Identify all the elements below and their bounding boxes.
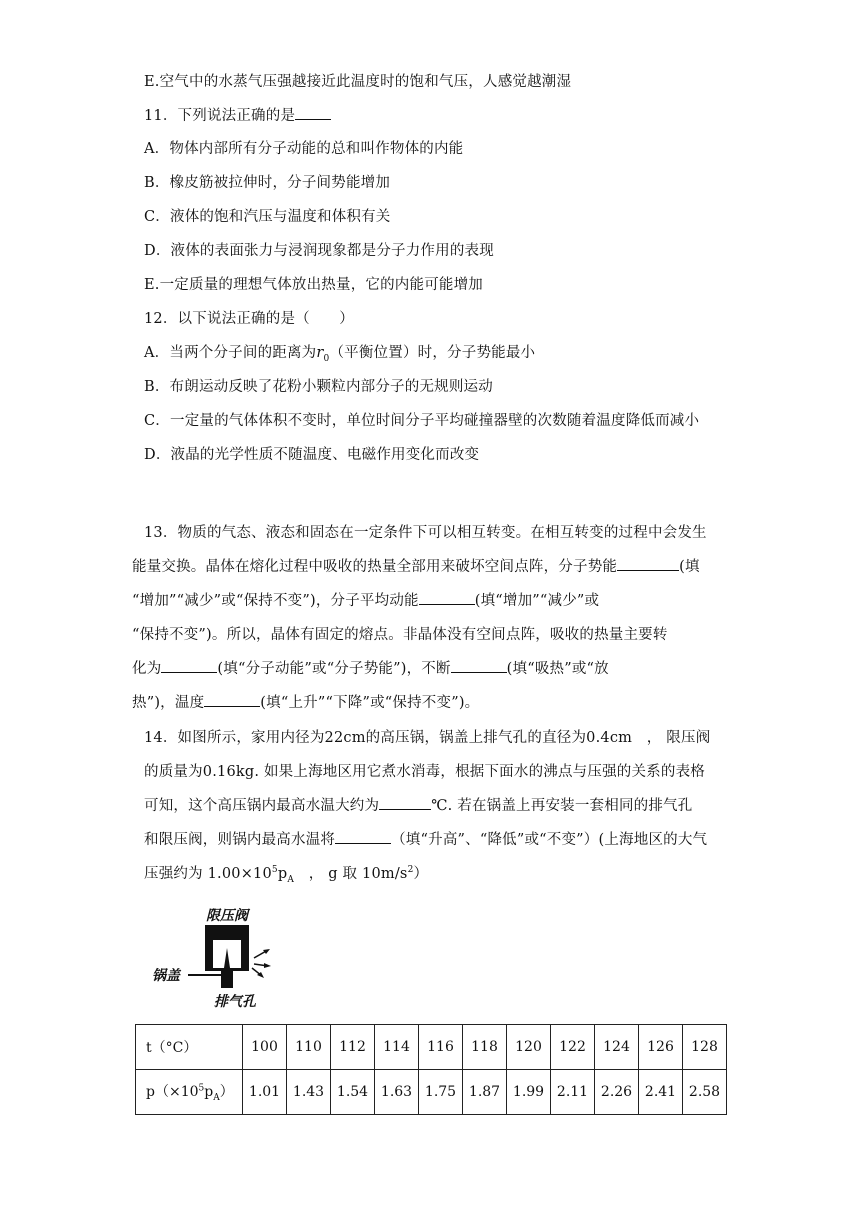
table-cell: 128: [683, 1025, 727, 1070]
table-cell: 116: [419, 1025, 463, 1070]
q14-line-2: 的质量为0.16kg. 如果上海地区用它煮水消毒，根据下面水的沸点与压强的关系的表格: [144, 764, 705, 780]
table-cell: 1.54: [331, 1070, 375, 1115]
lid-label: 锅盖: [152, 968, 180, 984]
table-cell: 2.58: [683, 1070, 727, 1115]
table-cell: 118: [463, 1025, 507, 1070]
pressure-header-p: p: [204, 1084, 214, 1101]
q14-line-1: 14．如图所示，家用内径为22cm的高压锅，锅盖上排气孔的直径为0.4cm ， 限压阀: [144, 730, 711, 746]
table-cell: 112: [331, 1025, 375, 1070]
q11-option-b: B．橡皮筋被拉伸时，分子间势能增加: [144, 175, 391, 191]
table-cell: 126: [639, 1025, 683, 1070]
q13-line-3-text: “增加”“减少”或“保持不变”)，分子平均动能: [132, 593, 419, 609]
q12-option-a-pre: A．当两个分子间的距离为: [144, 345, 317, 361]
q14-line-5: [144, 862, 428, 885]
table-cell: 100: [243, 1025, 287, 1070]
pressure-text: 压强约为 1.00×10: [144, 866, 272, 882]
q12-option-a-post: （平衡位置）时，分子势能最小: [329, 345, 536, 361]
q14-line-4-text: 和限压阀，则锅内最高水温将: [144, 832, 336, 848]
pressure-exponent: 5: [271, 865, 278, 876]
q13-line-4: “保持不变”)。所以，晶体有固定的熔点。非晶体没有空间点阵，吸收的热量主要转: [132, 627, 668, 643]
q11-stem-text: 11．下列说法正确的是: [144, 108, 296, 124]
table-cell: 120: [507, 1025, 551, 1070]
q13-blank-5: [204, 692, 260, 707]
q12-option-d: D．液晶的光学性质不随温度、电磁作用变化而改变: [144, 447, 480, 463]
table-cell: 2.11: [551, 1070, 595, 1115]
line-5-close: ）: [413, 866, 429, 882]
table-row-temperature: [136, 1025, 727, 1070]
q12-stem: 12．以下说法正确的是（ ）: [144, 311, 354, 327]
table-cell: 122: [551, 1025, 595, 1070]
pressure-header: [136, 1070, 243, 1115]
table-cell: 1.63: [375, 1070, 419, 1115]
r0-subscript: 0: [323, 353, 330, 364]
q13-blank-1: [617, 556, 679, 571]
q10-option-e: E.空气中的水蒸气压强越接近此温度时的饱和气压，人感觉越潮湿: [144, 74, 572, 90]
vent-hole-label: 排气孔: [214, 994, 256, 1010]
q12-option-c: C．一定量的气体体积不变时，单位时间分子平均碰撞器壁的次数随着温度降低而减小: [144, 413, 700, 429]
q13-line-3: [132, 589, 599, 610]
q14-line-3-text: 可知，这个高压锅内最高水温大约为: [144, 798, 380, 814]
q13-line-6-tail: (填“上升”“下降”或“保持不变”)。: [260, 695, 480, 711]
table-cell: 110: [287, 1025, 331, 1070]
q13-line-5-mid: (填“分子动能”或“分子势能”)，不断: [217, 661, 451, 677]
q11-option-d: D．液体的表面张力与浸润现象都是分子力作用的表现: [144, 243, 494, 259]
q14-line-4: [144, 828, 707, 849]
pressure-header-exp: 5: [198, 1083, 205, 1094]
table-cell: 114: [375, 1025, 419, 1070]
q12-option-b: B．布朗运动反映了花粉小颗粒内部分子的无规则运动: [144, 379, 493, 395]
valve-diagram: [150, 906, 290, 1012]
gravity-text: ， g 取 10m/s: [294, 866, 408, 882]
q14-line-4-tail: （填“升高”、“降低”或“不变”）(上海地区的大气: [391, 832, 708, 848]
pressure-unit-p: p: [277, 866, 288, 882]
q13-line-3-tail: (填“增加”“减少”或: [474, 593, 600, 609]
pressure-cooker-valve-figure: [150, 906, 290, 1012]
q13-line-2-text: 能量交换。晶体在熔化过程中吸收的热量全部用来破坏空间点阵，分子势能: [132, 559, 618, 575]
q11-stem: [144, 105, 331, 126]
table-cell: 1.99: [507, 1070, 551, 1115]
q11-option-e: E.一定质量的理想气体放出热量，它的内能可能增加: [144, 277, 483, 293]
table-cell: 124: [595, 1025, 639, 1070]
q13-line-6-text: 热”)，温度: [132, 695, 205, 711]
steam-arrowhead-2: [264, 963, 271, 968]
r0-symbol: r: [316, 345, 324, 361]
pressure-header-sub: A: [213, 1092, 220, 1103]
q14-blank-2: [335, 829, 391, 844]
q14-line-3-tail: ℃. 若在锅盖上再安装一套相同的排气孔: [431, 798, 693, 814]
q13-line-5: [132, 657, 609, 678]
boiling-point-table: [135, 1024, 727, 1115]
q14-blank-1: [379, 795, 431, 810]
q11-answer-blank: [295, 105, 331, 120]
table-cell: 1.75: [419, 1070, 463, 1115]
q13-line-2: [132, 555, 700, 576]
q13-line-2-tail: (填: [679, 559, 700, 575]
q14-line-3: [144, 794, 692, 815]
vent-pipe: [221, 968, 233, 988]
pressure-header-text: p（×10: [146, 1084, 199, 1101]
gravity-exponent: 2: [407, 865, 414, 876]
table-cell: 2.26: [595, 1070, 639, 1115]
q13-line-1: 13．物质的气态、液态和固态在一定条件下可以相互转变。在相互转变的过程中会发生: [144, 525, 707, 541]
table-row-pressure: [136, 1070, 727, 1115]
q13-line-6: [132, 691, 479, 712]
q13-blank-4: [451, 658, 507, 673]
table-cell: 1.87: [463, 1070, 507, 1115]
q11-option-a: A．物体内部所有分子动能的总和叫作物体的内能: [144, 141, 464, 157]
q12-option-a: [144, 343, 535, 369]
pressure-unit-sub: A: [287, 874, 295, 885]
table-cell: 1.43: [287, 1070, 331, 1115]
q13-blank-2: [419, 590, 475, 605]
temperature-header: t（°C）: [136, 1025, 243, 1070]
q13-blank-3: [161, 658, 217, 673]
q11-option-c: C．液体的饱和汽压与温度和体积有关: [144, 209, 391, 225]
valve-label: 限压阀: [206, 908, 248, 924]
pressure-header-close: ）: [219, 1084, 234, 1101]
table-cell: 2.41: [639, 1070, 683, 1115]
q13-line-5-text: 化为: [132, 661, 162, 677]
table-cell: 1.01: [243, 1070, 287, 1115]
q13-line-5-tail: (填“吸热”或“放: [506, 661, 609, 677]
